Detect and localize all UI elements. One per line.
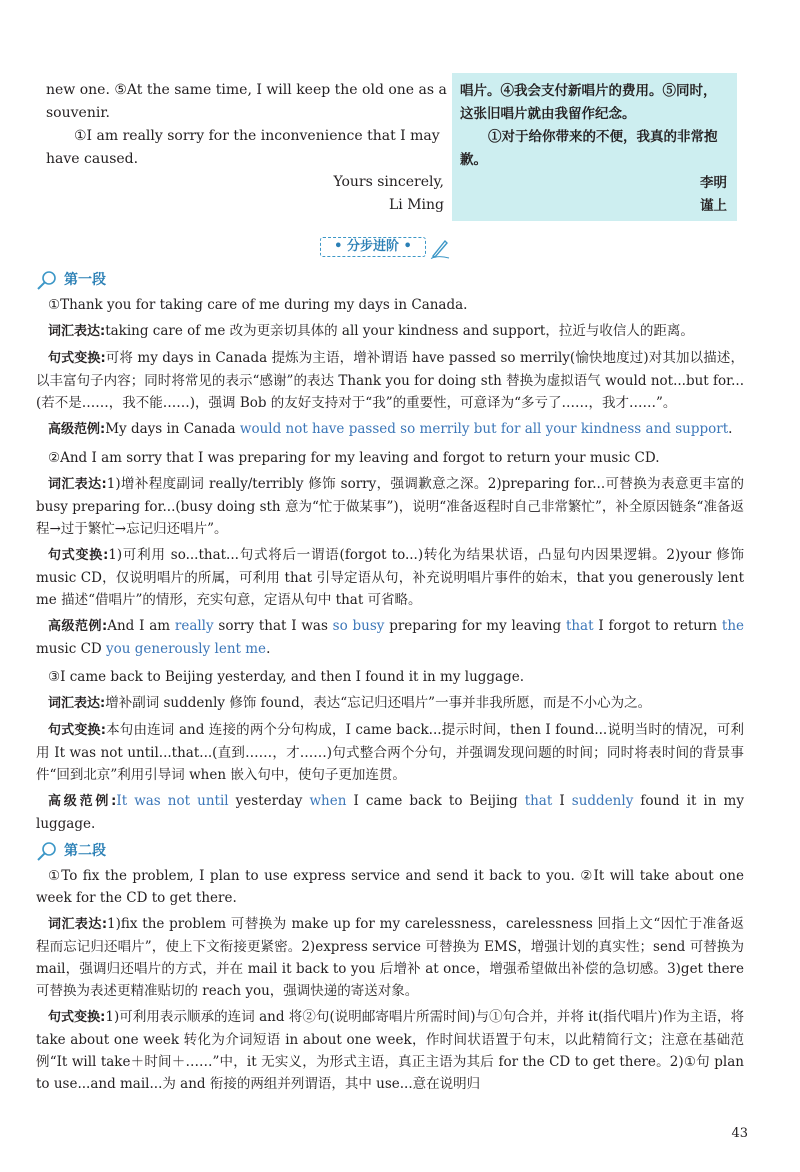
syntax-label: 句式变换: [48,351,106,366]
translation-closing: 谨上 [700,198,727,214]
advanced-example [36,418,744,441]
example-highlight: would not have passed so merrily but for all your kindness and support [239,421,729,437]
letter-line: new one. ⑤At the same time, I will keep the old one as a souvenir. [46,82,447,121]
section-title [320,237,490,259]
example-text: . [266,641,271,657]
advanced-example [36,790,744,835]
syntax-label: 句式变换: [48,723,106,738]
syntax-label: 句式变换: [48,548,109,563]
vocab-note [36,692,744,715]
example-text: yesterday [228,793,310,809]
translation-box [452,73,737,221]
example-highlight: you generously lent me [106,641,267,657]
example-highlight: really [174,618,214,634]
example-text: I came back to Beijing [346,793,525,809]
magnifier-icon [36,841,58,861]
letter-english [46,79,448,217]
example-highlight: so busy [332,618,385,634]
vocab-note [36,473,744,540]
heading-text: 第一段 [64,272,106,288]
example-text: . [728,421,733,437]
vocab-text: 1)增补程度副词 really/terribly 修饰 sorry，强调歉意之深。2)preparing for...可替换为表意更丰富的 busy preparing for...(busy doing sth 意为“忙于做某事”)，说明“准备返程时自己非常繁忙”，补全原因链条“准备返程→过于繁忙→忘记归还唱片”。 [36,476,744,537]
vocab-text: 1)fix the problem 可替换为 make up for my carelessness，carelessness 回指上文“因忙于准备返程而忘记归还唱片”，使上下文衔接更紧密。2)express service 可替换为 EMS，增强计划的真实性；send 可替换为 mail，强调归还唱片的方式，并在 mail it back to you 后增补 at once，增强希望做出补偿的急切感。3)get there 可替换为表述更精准贴切的 reach you，强调快递的寄送对象。 [36,916,744,999]
syntax-text: 可将 my days in Canada 提炼为主语，增补谓语 have passed so merrily(愉快地度过)对其加以描述，以丰富句子内容；同时将常见的表示“感谢”的表达 Thank you for doing sth 替换为虚拟语气 would not...but for...(若不是……，我不能……)，强调 Bob 的友好支持对于“我”的重要性，可意译为“多亏了……，我才……”。 [36,350,744,411]
translation-signature: 李明 [700,175,727,191]
heading-text: 第二段 [64,843,106,859]
syntax-note [36,544,744,611]
vocab-label: 词汇表达: [48,477,107,492]
example-text: found it in my luggage. [36,793,744,832]
example-text: sorry that I was [213,618,333,634]
syntax-label: 句式变换: [48,1010,106,1025]
example-highlight: when [309,793,347,809]
vocab-label: 词汇表达: [48,324,106,339]
syntax-note [36,1006,744,1095]
content [36,268,744,1099]
page-number: 43 [731,1126,748,1141]
source-sentence: ③I came back to Beijing yesterday, and then I found it in my luggage. [48,669,525,685]
example-label: 高级范例: [48,619,108,634]
example-text: I forgot to return [593,618,722,634]
translation-line: 唱片。④我会支付新唱片的费用。⑤同时，这张旧唱片就由我留作纪念。 [460,83,717,122]
advanced-example [36,615,744,660]
paragraph-1-heading [36,268,744,292]
vocab-text: 增补副词 suddenly 修饰 found，表达“忘记归还唱片”一事并非我所愿，而是不小心为之。 [105,695,652,711]
source-sentence: ①Thank you for taking care of me during my days in Canada. [48,297,468,313]
paragraph-2-heading [36,839,744,863]
example-highlight: the [721,618,744,634]
example-text: I [552,793,572,809]
translation-line: ①对于给你带来的不便，我真的非常抱歉。 [460,129,718,168]
letter-signature: Li Ming [388,197,444,213]
example-text: And I am [107,618,175,634]
example-highlight: It was not until [116,793,229,809]
vocab-label: 词汇表达: [48,696,106,711]
example-text: preparing for my leaving [384,618,566,634]
example-text: My days in Canada [105,421,240,437]
example-highlight: that [565,618,594,634]
syntax-text: 本句由连词 and 连接的两个分句构成，I came back...提示时间，then I found...说明当时的情况，可利用 It was not until...that...(直到……，才……)句式整合两个分句，并强调发现问题的时间；同时将表时间的背景事件“回到北京”利用引导词 when 嵌入句中，使句子更加连贯。 [36,722,745,783]
example-highlight: that [524,793,553,809]
syntax-note [36,347,744,414]
pen-icon [430,237,450,259]
vocab-text: taking care of me 改为更亲切具体的 all your kindness and support，拉近与收信人的距离。 [105,323,694,339]
example-label: 高级范例: [48,422,106,437]
source-sentence: ②And I am sorry that I was preparing for my leaving and forgot to return your music CD. [48,450,660,466]
syntax-text: 1)可利用 so...that...句式将后一谓语(forgot to...)转化为结果状语，凸显句内因果逻辑。2)your 修饰 music CD，仅说明唱片的所属，可利用 that 引导定语从句，补充说明唱片事件的始末，that you generously lent me 描述“借唱片”的情形，充实句意，定语从句中 that 可省略。 [36,547,744,608]
source-sentence: ①To fix the problem, I plan to use express service and send it back to you. ②It will take about one week for the CD to get there. [36,868,744,906]
vocab-note [36,320,744,343]
vocab-note [36,913,744,1002]
syntax-text: 1)可利用表示顺承的连词 and 将②句(说明邮寄唱片所需时间)与①句合并，并将 it(指代唱片)作为主语，将 take about one week 转化为介词短语 in about one week，作时间状语置于句末，以此精简行文；注意在基础范例“It will take＋时间＋……”中，it 无实义，为形式主语，真正主语为其后 for the CD to get there。2)①句 plan to use...and mail...为 and 衔接的两组并列谓语，其中 use...意在说明归 [36,1009,744,1092]
magnifier-icon [36,270,58,290]
example-highlight: suddenly [571,793,634,809]
syntax-note [36,719,744,786]
vocab-label: 词汇表达: [48,917,108,932]
letter-closing: Yours sincerely, [333,174,444,190]
section-title-label: • 分步进阶 • [320,237,426,257]
example-label: 高级范例: [48,794,117,809]
letter-line: ①I am really sorry for the inconvenience that I may have caused. [46,128,440,167]
example-text: music CD [36,641,107,657]
